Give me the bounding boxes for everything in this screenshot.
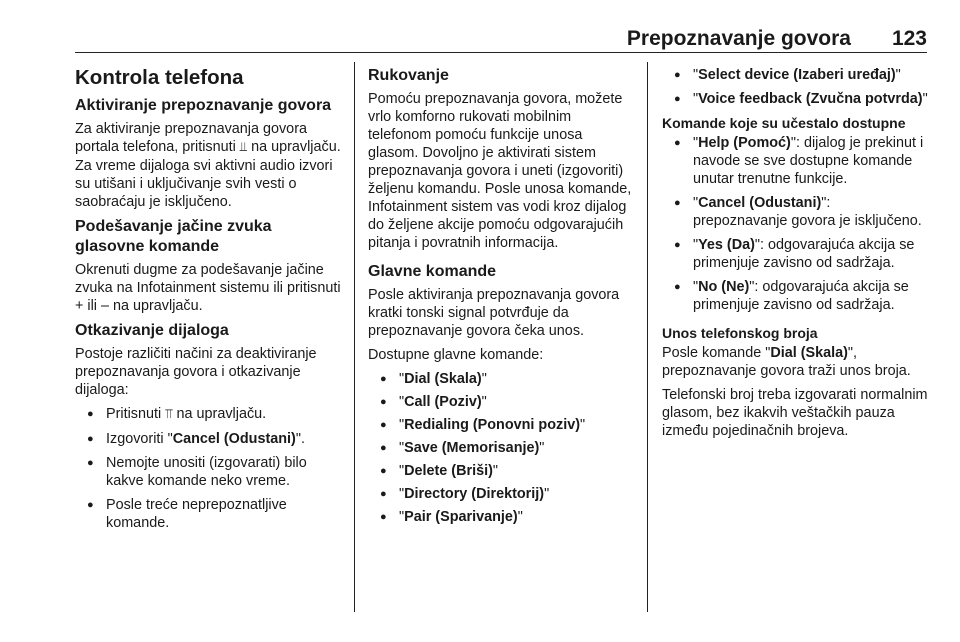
list-item: ● Posle treće neprepoznatljive komande. [75, 496, 345, 532]
main-commands-list [368, 370, 634, 526]
list-item: ● "Directory (Direktorij)" [368, 485, 634, 503]
heading-volume: Podešavanje jačine zvuka glasovne komande [75, 218, 272, 255]
list-item: ● "Yes (Da)": odgovarajuća akcija se primenjuje zavisno od sadržaja. [662, 236, 928, 272]
text: ". [295, 431, 305, 447]
paragraph-cancel-dialog: Postoje različiti načini za deaktiviranje prepoznavanja govora i otkazivanje dijaloga: [75, 346, 317, 398]
list-item: ● "Redialing (Ponovni poziv)" [368, 416, 634, 434]
text: Posle komande " [662, 345, 771, 361]
command-name: Help (Pomoć) [698, 135, 791, 151]
command-name: Pair (Sparivanje) [404, 509, 518, 525]
text: na upravljaču. Za vreme dijaloga svi aktivni audio izvori su utišani i uključivanje svih vesti o saobraćaju je isključeno. [75, 139, 341, 210]
list-item [75, 405, 345, 424]
command-description: : odgovarajuća akcija se primenjuje zavisno od sadržaja. [693, 237, 915, 271]
text: Za aktiviranje prepoznavanja govora portala telefona, pritisnuti [75, 121, 307, 155]
heading-frequent-commands: Komande koje su učestalo dostupne [662, 115, 906, 131]
running-title: Prepoznavanje govora [626, 27, 851, 50]
paragraph-main-commands: Posle aktiviranja prepoznavanja govora kratki tonski signal potvrđuje da prepoznavanje govora čeka unos. [368, 287, 620, 339]
command-name: Delete (Briši) [404, 463, 493, 479]
list-item: ● "Voice feedback (Zvučna potvrda)" [662, 90, 928, 108]
heading-cancel-dialog: Otkazivanje dijaloga [75, 322, 229, 339]
heading-main-commands: Glavne komande [368, 263, 497, 280]
page-header [75, 22, 927, 53]
column-divider [647, 62, 648, 612]
command-name: Save (Memorisanje) [404, 440, 540, 456]
heading-operation: Rukovanje [368, 67, 449, 84]
paragraph-operation: Pomoću prepoznavanja govora, možete vrlo komforno rukovati mobilnim telefonom pomoću funkcije unosa glasom. Dovoljno je aktivirati sistem prepoznavanja govora i uneti (izgovoriti) željenu komandu. Posle unosa komande, Infotainment sistem vas vodi kroz dijalog do željene akcije pomoću odgovarajućih pitanja i povratnih informacija. [368, 91, 632, 251]
text: ", prepoznavanje govora traži unos broja. [662, 345, 911, 379]
column-left [75, 62, 345, 538]
command-name: Voice feedback (Zvučna potvrda) [698, 91, 923, 107]
command-description: : odgovarajuća akcija se primenjuje zavisno od sadržaja. [693, 279, 909, 313]
main-commands-list-continued [662, 66, 928, 108]
column-middle [368, 62, 634, 531]
page-number: 123 [891, 27, 927, 50]
column-right [662, 62, 928, 446]
list-item [75, 430, 345, 448]
list-item: ● "Pair (Sparivanje)" [368, 508, 634, 526]
frequent-commands-list [662, 134, 928, 314]
list-item: ● Nemojte unositi (izgovarati) bilo kakve komande neko vreme. [75, 454, 345, 490]
list-item: ● "Dial (Skala)" [368, 370, 634, 388]
text: Izgovoriti " [106, 431, 173, 447]
list-item: ● "Cancel (Odustani)": prepoznavanje govora je isključeno. [662, 194, 928, 230]
command-name: Dial (Skala) [404, 371, 482, 387]
paragraph-number-speaking: Telefonski broj treba izgovarati normalnim glasom, bez ikakvih veštačkih pauza između pojedinačnih brojeva. [662, 387, 928, 439]
command-name: Cancel (Odustani) [698, 195, 822, 211]
paragraph-volume: Okrenuti dugme za podešavanje jačine zvuka na Infotainment sistemu ili pritisnuti + ili – na upravljaču. [75, 262, 341, 314]
command-name: Yes (Da) [698, 237, 755, 253]
text: na upravljaču. [176, 406, 267, 422]
list-item: ● "Help (Pomoć)": dijalog je prekinut i navode se sve dostupne komande unutar trenutne funkcije. [662, 134, 928, 188]
command-name: Dial (Skala) [770, 345, 848, 361]
list-item: ● "Delete (Briši)" [368, 462, 634, 480]
cancel-methods-list [75, 405, 345, 532]
list-item: ● "No (Ne)": odgovarajuća akcija se primenjuje zavisno od sadržaja. [662, 278, 928, 314]
end-call-icon: ⫪ [165, 407, 173, 422]
command-name: No (Ne) [698, 279, 750, 295]
command-description: : prepoznavanje govora je isključeno. [693, 195, 922, 229]
command-name: Cancel (Odustani) [172, 431, 296, 447]
command-name: Call (Poziv) [404, 394, 482, 410]
text: Pritisnuti [106, 406, 162, 422]
list-item: ● "Save (Memorisanje)" [368, 439, 634, 457]
paragraph-available: Dostupne glavne komande: [368, 347, 544, 363]
heading-activation: Aktiviranje prepoznavanje govora [75, 97, 332, 114]
column-divider [354, 62, 355, 612]
heading-number-entry: Unos telefonskog broja [662, 325, 818, 341]
voice-command-icon: ⫫ [239, 140, 248, 155]
command-description: : dijalog je prekinut i navode se sve dostupne komande unutar trenutne funkcije. [693, 135, 924, 187]
command-name: Select device (Izaberi uređaj) [698, 67, 896, 83]
command-name: Redialing (Ponovni poziv) [404, 417, 580, 433]
section-title: Kontrola telefona [75, 66, 244, 89]
command-name: Directory (Direktorij) [404, 486, 545, 502]
list-item: ● "Select device (Izaberi uređaj)" [662, 66, 928, 84]
paragraph-activation [75, 120, 345, 211]
paragraph-number-entry [662, 344, 928, 380]
list-item: ● "Call (Poziv)" [368, 393, 634, 411]
